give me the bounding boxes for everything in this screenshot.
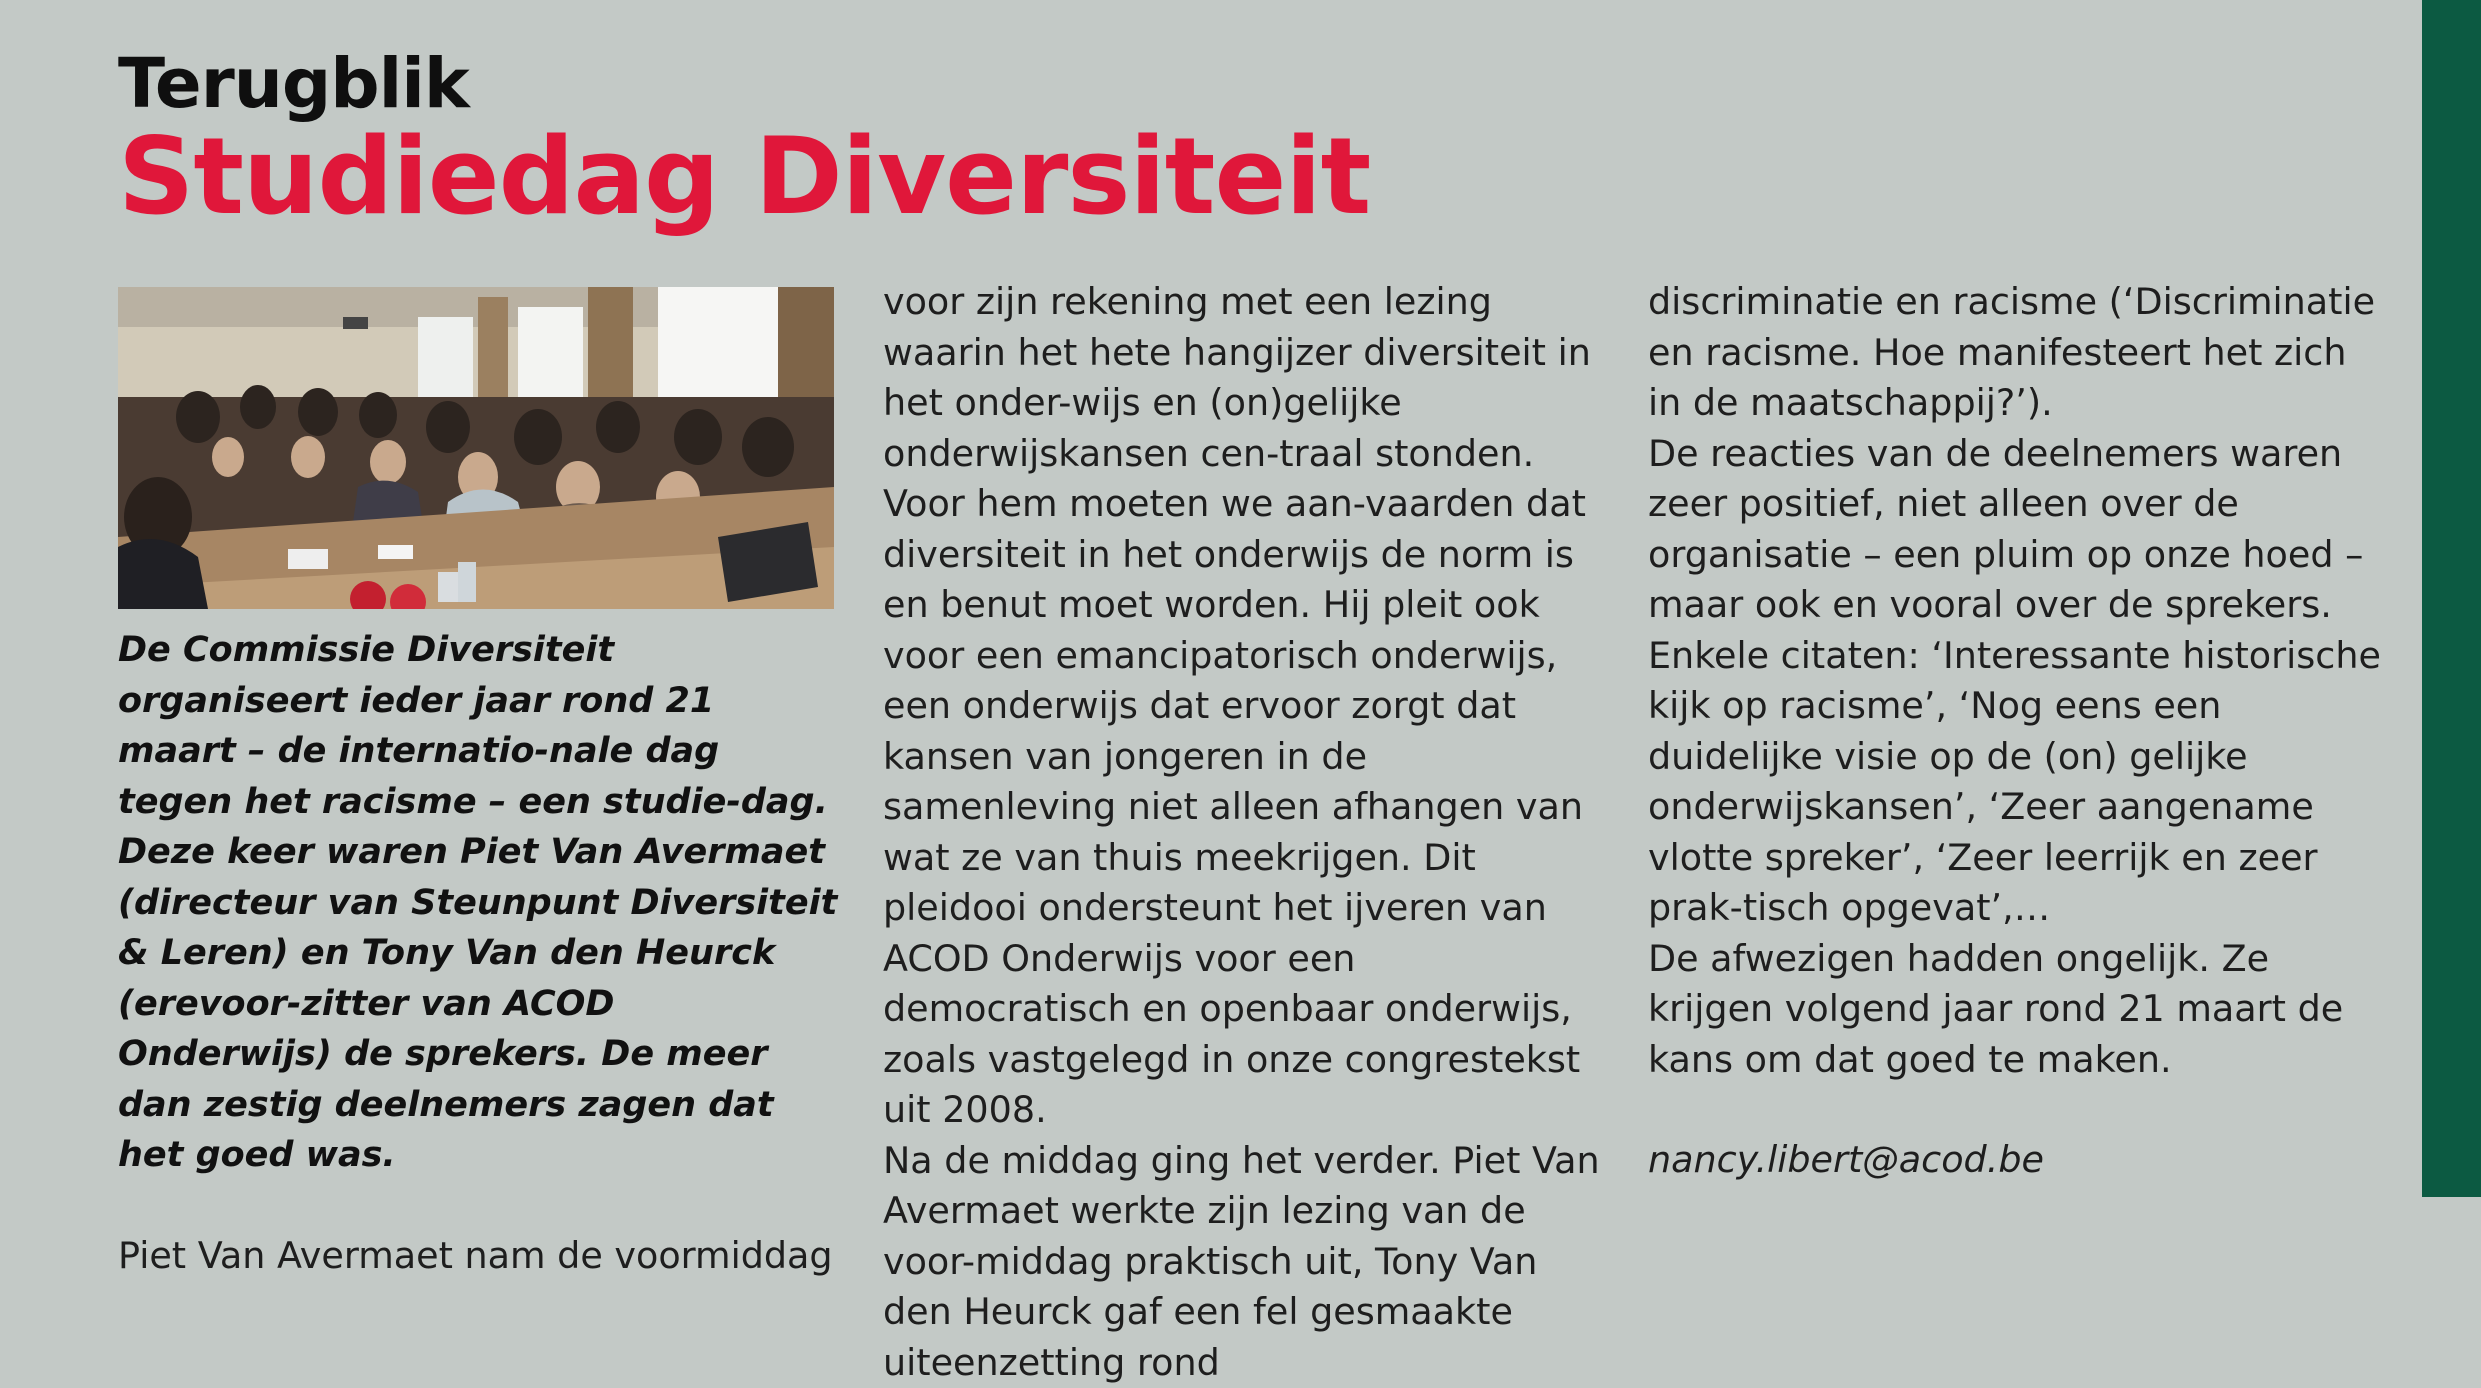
- column-2-paragraph-1: voor zijn rekening met een lezing waarin het hete hangijzer diversiteit in het onder-wijs en (on)gelijke onderwijskansen cen-traal stonden. Voor hem moeten we aan-vaarden dat diversiteit in het onderwijs de norm is en benut moet worden. Hij pleit ook voor een emancipatorisch onderwijs, een onderwijs dat ervoor zorgt dat kansen van jongeren in de samenleving niet alleen afhangen van wat ze van thuis meekrijgen. Dit pleidooi ondersteunt het ijveren van ACOD Onderwijs voor een democratisch en openbaar onderwijs, zoals vastgelegd in onze congrestekst uit 2008.: [883, 277, 1603, 1136]
- column-1-body: Piet Van Avermaet nam de voormiddag: [118, 1231, 838, 1282]
- column-3: [1648, 277, 2388, 1186]
- side-color-bar: [2422, 0, 2481, 1197]
- article-intro: De Commissie Diversiteit organiseert ieder jaar rond 21 maart – de internatio-nale dag tegen het racisme – een studie-dag. Deze keer waren Piet Van Avermaet (directeur van Steunpunt Diversiteit & Leren) en Tony Van den Heurck (erevoor-zitter van ACOD Onderwijs) de sprekers. De meer dan zestig deelnemers zagen dat het goed was.: [118, 625, 838, 1181]
- column-2: [883, 277, 1603, 1388]
- section-kicker: Terugblik: [118, 44, 469, 124]
- column-3-paragraph-2: De reacties van de deelnemers waren zeer positief, niet alleen over de organisatie – een pluim op onze hoed – maar ook en vooral over de sprekers. Enkele citaten: ‘Interessante historische kijk op racisme’, ‘Nog eens een duidelijke visie op de (on) gelijke onderwijskansen’, ‘Zeer aangename vlotte spreker’, ‘Zeer leerrijk en zeer prak-tisch opgevat’,…: [1648, 429, 2388, 934]
- article-title: Studiedag Diversiteit: [118, 112, 1370, 242]
- conference-room-photo-icon: [118, 287, 834, 609]
- column-2-paragraph-2: Na de middag ging het verder. Piet Van Avermaet werkte zijn lezing van de voor-middag praktisch uit, Tony Van den Heurck gaf een fel gesmaakte uiteenzetting rond: [883, 1136, 1603, 1388]
- column-3-paragraph-1: discriminatie en racisme (‘Discriminatie en racisme. Hoe manifesteert het zich in de maatschappij?’).: [1648, 277, 2388, 429]
- column-3-paragraph-3: De afwezigen hadden ongelijk. Ze krijgen volgend jaar rond 21 maart de kans om dat goed te maken.: [1648, 934, 2388, 1086]
- conference-photo: [118, 287, 834, 609]
- column-1: [118, 625, 838, 1281]
- author-email-link[interactable]: nancy.libert@acod.be: [1648, 1135, 2388, 1186]
